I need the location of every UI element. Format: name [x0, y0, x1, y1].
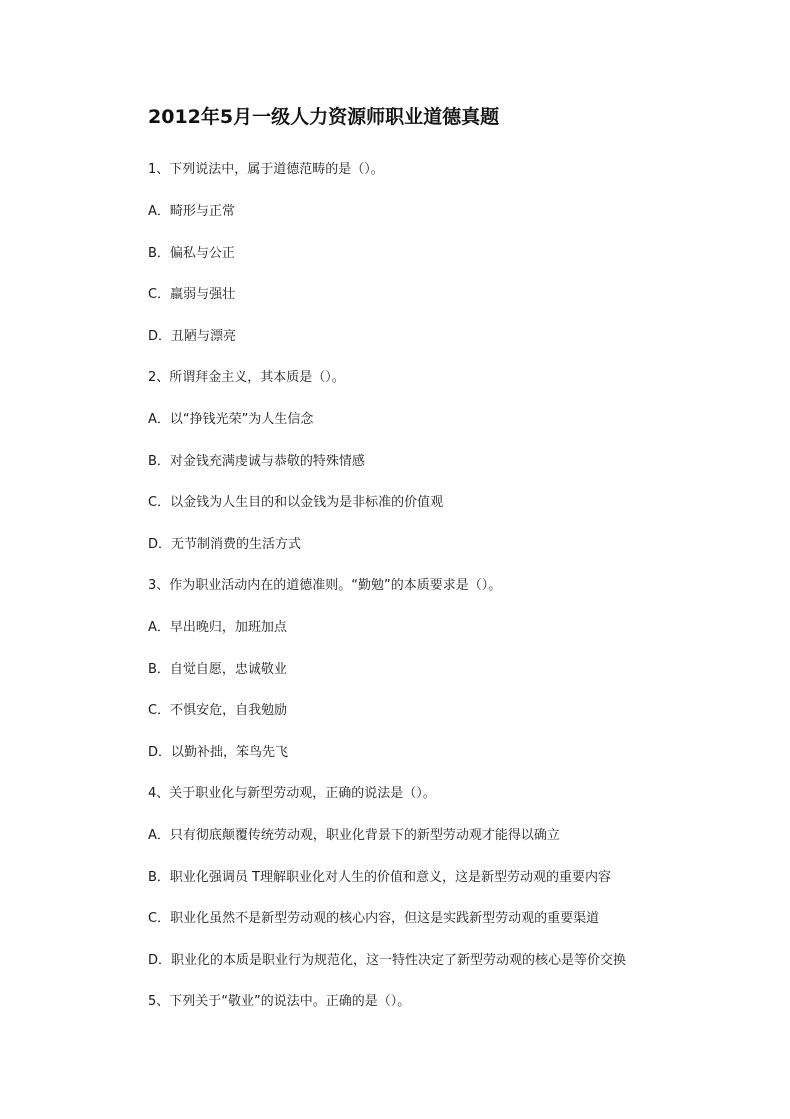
- question-1-option-a: A．畸形与正常: [148, 204, 235, 219]
- question-4: 4、关于职业化与新型劳动观，正确的说法是（）。: [148, 786, 436, 801]
- question-4-option-a: A．只有彻底颠覆传统劳动观，职业化背景下的新型劳动观才能得以确立: [148, 828, 560, 843]
- document-title: 2012年5月一级人力资源师职业道德真题: [148, 106, 500, 128]
- question-4-option-c: C．职业化虽然不是新型劳动观的核心内容，但这是实践新型劳动观的重要渠道: [148, 911, 600, 926]
- question-1-option-b: B．偏私与公正: [148, 246, 235, 261]
- question-1-option-c: C．羸弱与强壮: [148, 287, 236, 302]
- question-3-option-c: C．不惧安危，自我勉励: [148, 703, 288, 718]
- question-2-option-a: A．以“挣钱光荣”为人生信念: [148, 412, 314, 427]
- question-2: 2、所谓拜金主义，其本质是（）。: [148, 370, 345, 385]
- question-2-option-c: C．以金钱为人生目的和以金钱为是非标准的价值观: [148, 495, 444, 510]
- question-3-option-a: A．早出晚归，加班加点: [148, 620, 287, 635]
- question-3: 3、作为职业活动内在的道德准则。“勤勉”的本质要求是（）。: [148, 578, 502, 593]
- question-2-option-b: B．对金钱充满虔诚与恭敬的特殊情感: [148, 454, 365, 469]
- question-5: 5、下列关于“敬业”的说法中。正确的是（）。: [148, 994, 411, 1009]
- question-4-option-d: D．职业化的本质是职业行为规范化，这一特性决定了新型劳动观的核心是等价交换: [148, 953, 627, 968]
- question-2-option-d: D．无节制消费的生活方式: [148, 537, 302, 552]
- question-1: 1、下列说法中，属于道德范畴的是（）。: [148, 162, 384, 177]
- question-3-option-d: D．以勤补拙，笨鸟先飞: [148, 745, 289, 760]
- question-4-option-b: B．职业化强调员 T理解职业化对人生的价值和意义，这是新型劳动观的重要内容: [148, 870, 611, 885]
- question-1-option-d: D．丑陋与漂亮: [148, 329, 237, 344]
- question-3-option-b: B．自觉自愿，忠诚敬业: [148, 662, 287, 677]
